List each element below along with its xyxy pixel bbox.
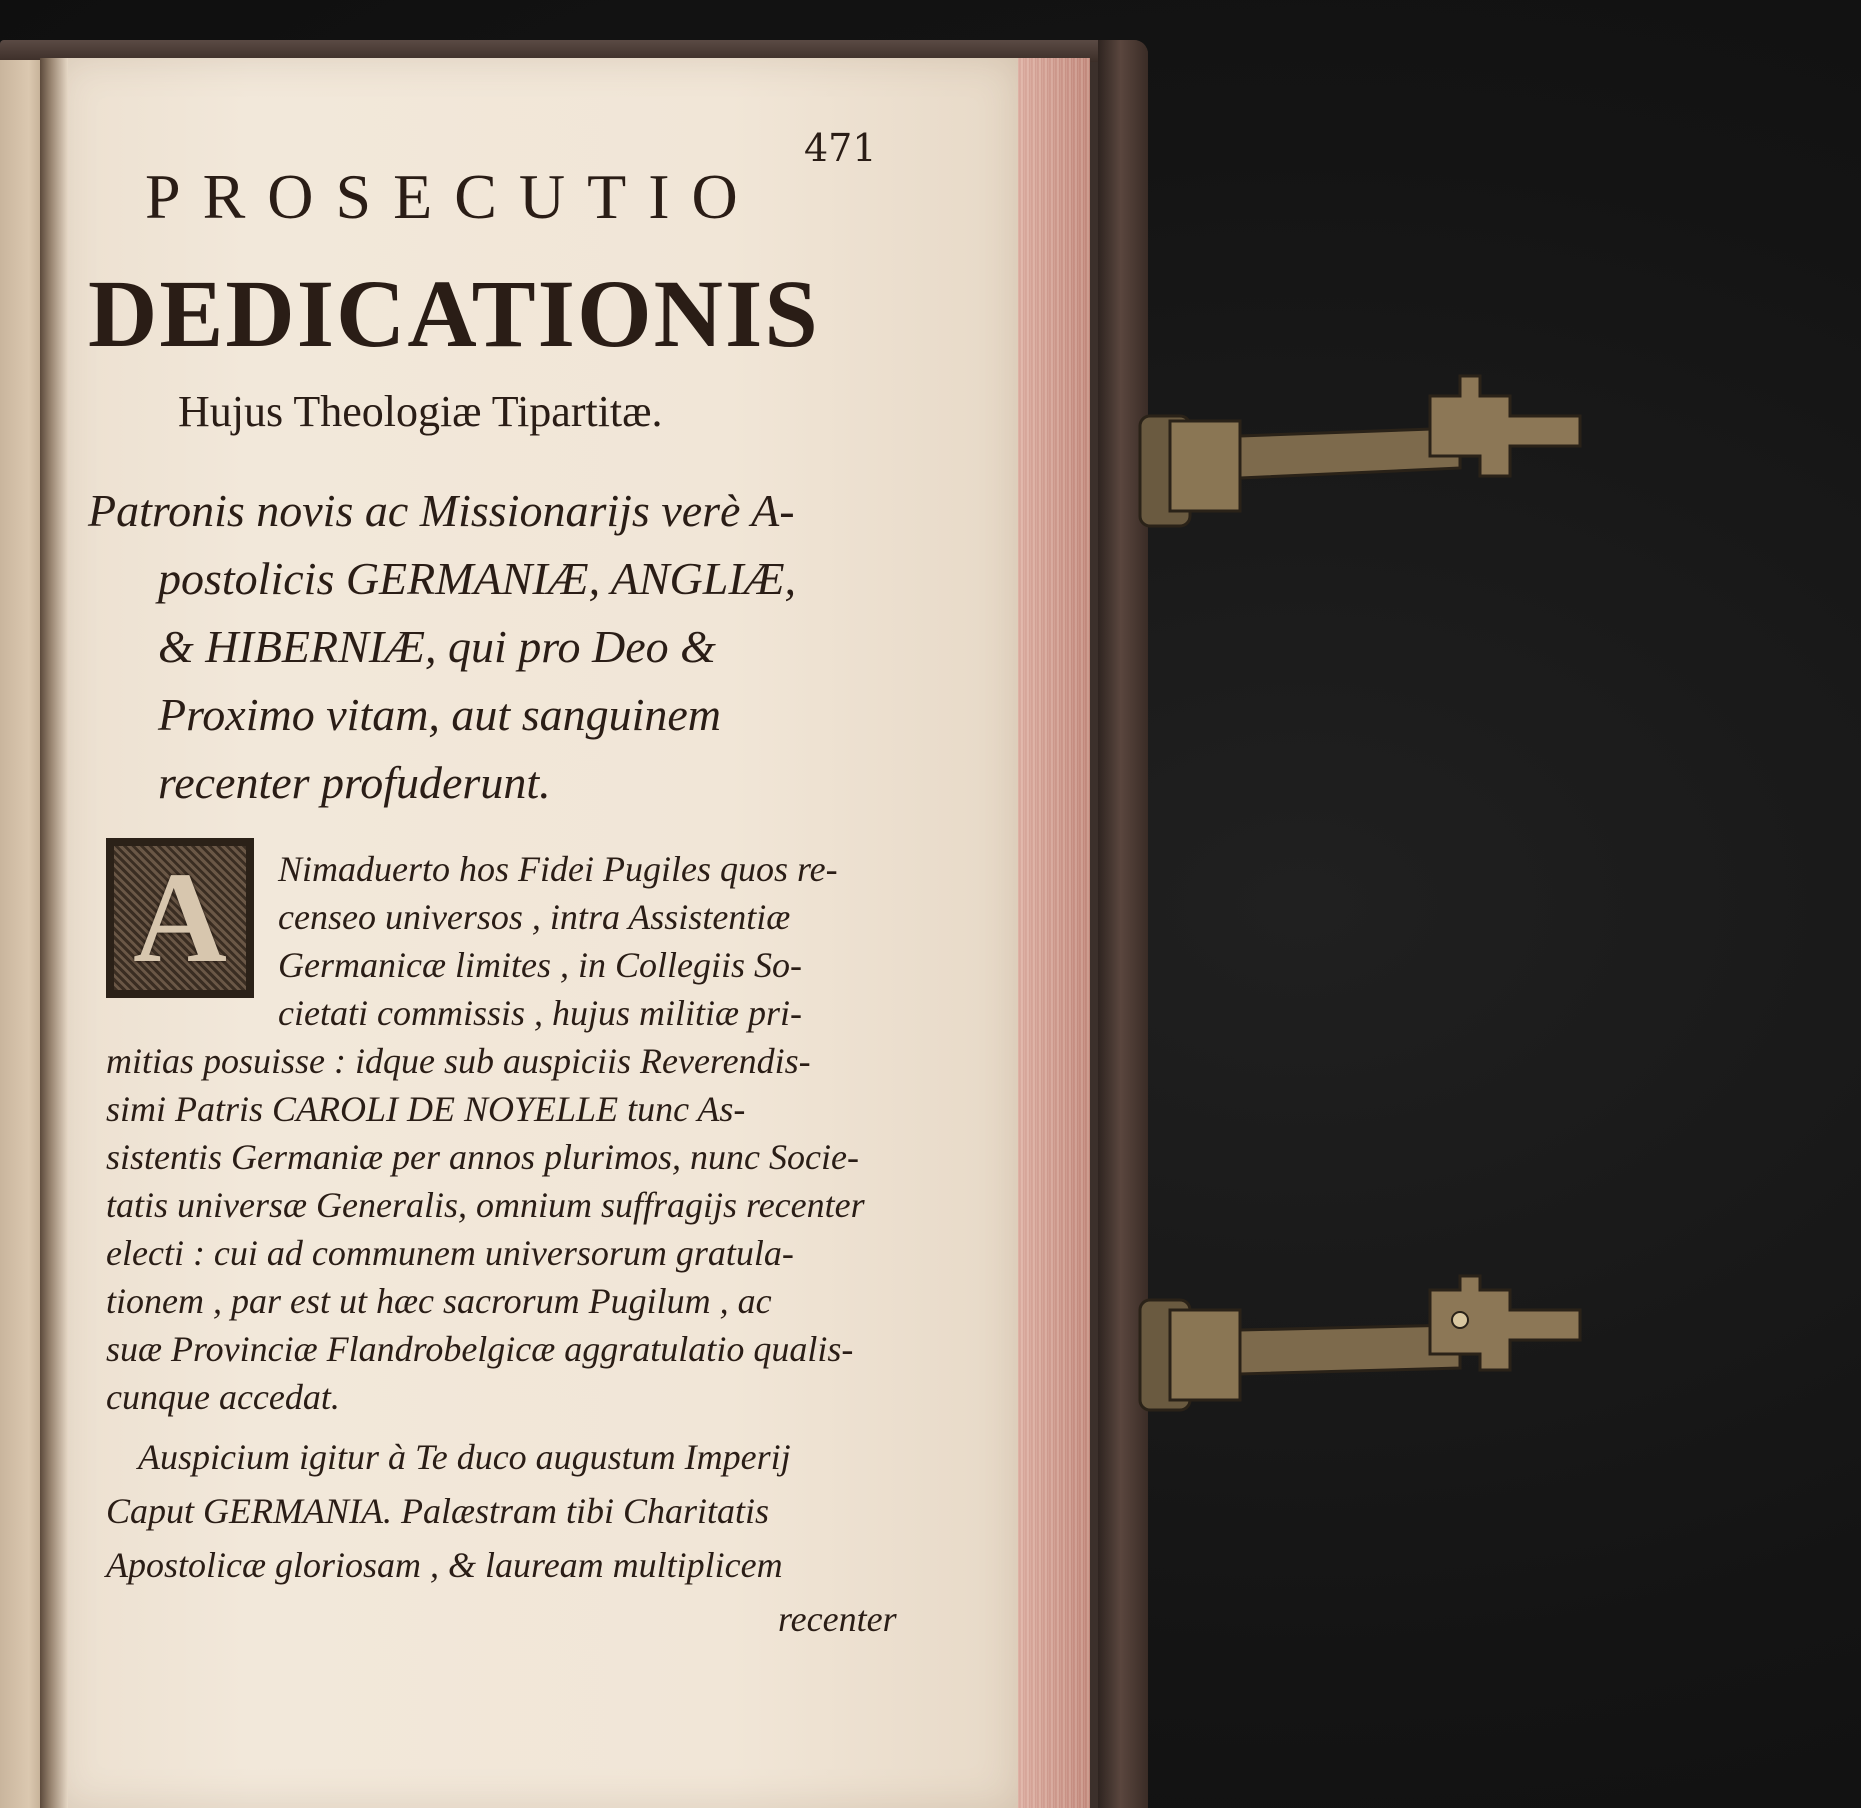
body-line: tatis universæ Generalis, omnium suffragijs recenter	[106, 1185, 865, 1225]
heading-prosecutio: PROSECUTIO	[145, 161, 760, 232]
initial-ornament	[114, 846, 246, 990]
body-line: electi : cui ad communem universorum gratula-	[106, 1233, 794, 1273]
upper-clasp	[1130, 366, 1590, 536]
body-line: tionem , par est ut hæc sacrorum Pugilum , ac	[106, 1281, 772, 1321]
dedication-line: recenter profuderunt.	[158, 757, 551, 808]
dedication-line: Patronis novis ac Missionarijs verè A-	[88, 485, 795, 536]
body-line: simi Patris CAROLI DE NOYELLE tunc As-	[106, 1089, 746, 1129]
dedication-line: postolicis GERMANIÆ, ANGLIÆ,	[158, 553, 797, 604]
heading-dedicationis: DEDICATIONIS	[88, 260, 820, 367]
cover-right-edge	[1098, 40, 1148, 1808]
body-line: mitias posuisse : idque sub auspiciis Reverendis-	[106, 1041, 811, 1081]
body-line: cunque accedat.	[106, 1377, 340, 1417]
dedication-line: Proximo vitam, aut sanguinem	[158, 689, 722, 740]
body-line: sistentis Germaniæ per annos plurimos, nunc Socie-	[106, 1137, 859, 1177]
lower-clasp	[1130, 1270, 1590, 1440]
page-number: 471	[804, 126, 877, 170]
heading-subtitle: Hujus Theologiæ Tipartitæ.	[178, 387, 663, 436]
fore-edge-shade	[1018, 58, 1090, 1808]
body-line: Germanicæ limites , in Collegiis So-	[278, 945, 802, 985]
body-line: Nimaduerto hos Fidei Pugiles quos re-	[278, 849, 838, 889]
body-line: cietati commissis , hujus militiæ pri-	[278, 993, 803, 1033]
dedication-line: & HIBERNIÆ, qui pro Deo &	[158, 621, 716, 672]
catchword: recenter	[778, 1599, 897, 1639]
body-line: censeo universos , intra Assistentiæ	[278, 897, 791, 937]
paragraph2-line: Caput GERMANIA. Palæstram tibi Charitatis	[106, 1491, 770, 1531]
paragraph2-line: Auspicium igitur à Te duco augustum Imperij	[138, 1437, 791, 1477]
decorated-initial	[106, 838, 254, 998]
body-line: suæ Provinciæ Flandrobelgicæ aggratulatio qualis-	[106, 1329, 854, 1369]
initial-letter: A	[133, 846, 227, 990]
page-gutter	[40, 58, 68, 1808]
paragraph2-line: Apostolicæ gloriosam , & lauream multiplicem	[106, 1545, 783, 1585]
